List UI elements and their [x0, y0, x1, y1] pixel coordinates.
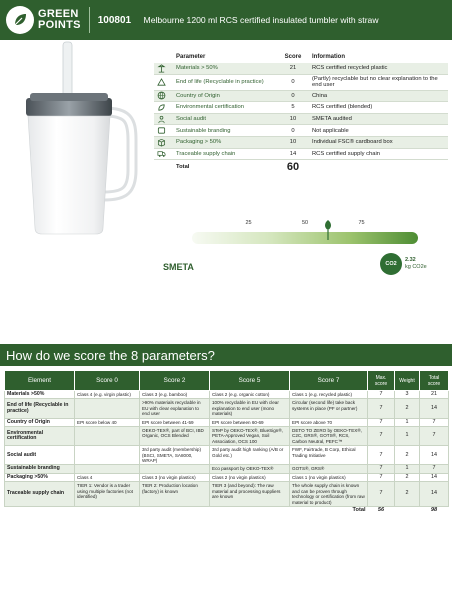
product-code: 100801 — [97, 14, 132, 26]
product-title: Melbourne 1200 ml RCS certified insulated tumbler with straw — [143, 14, 379, 25]
total-score: 60 — [286, 160, 300, 173]
matrix-row: Country of Origin EPI score below 40 EPI score between 41-59 EPI score between 60-69 EPI score above 70 7 1 7 — [5, 418, 449, 426]
col-score-5: Score 5 — [210, 371, 290, 391]
badge-icon — [154, 126, 168, 135]
matrix-header — [5, 371, 449, 391]
matrix-row: Environmental certification OEKO-TEX®, part of BCI, IBD Organic, OCS Blended STeP by OEKO-TEX®, BlueSign®, PETA-Approved Vegan, Soil Association, OCS 100 DETO TO ZERO by OEKO-TEX®, C2C, GRS®, GOTS®, RCS, Carbon Neutral, PEFC™ 7 1 7 — [5, 427, 449, 446]
smeta-logo: SMETA — [163, 262, 194, 272]
scoring-section-title: How do we score the 8 parameters? — [0, 344, 452, 366]
green-points-logo — [6, 6, 81, 34]
score-row-total — [154, 160, 448, 173]
score-row-country: Country of Origin 0 China — [154, 91, 448, 103]
gauge-tick-25: 25 — [245, 220, 252, 226]
col-max-score: Max. score — [368, 371, 395, 391]
product-image — [0, 40, 152, 238]
score-table-header — [154, 50, 448, 63]
co2-icon: CO2 — [380, 253, 402, 275]
globe-icon — [154, 91, 168, 100]
matrix-total-score: 98 — [430, 506, 438, 513]
co2-value: 2.32 — [405, 257, 416, 263]
box-icon — [154, 138, 168, 147]
truck-icon — [154, 149, 168, 158]
col-total-score: Total score — [420, 371, 449, 391]
score-row-packaging: Packaging > 50% 10 Individual FSC® cardboard box — [154, 137, 448, 149]
recycle-icon — [154, 78, 168, 87]
col-score-0: Score 0 — [75, 371, 140, 391]
total-label: Total — [176, 163, 190, 170]
score-gauge — [192, 216, 418, 246]
brand-line-1: GREEN — [38, 8, 79, 20]
score-row-supply-chain: Traceable supply chain 14 RCS certified supply chain — [154, 149, 448, 161]
scoring-matrix — [4, 370, 449, 514]
score-row-end-of-life: End of life (Recyclable in practice) 0 (Partly) recyclable but no clear explanation to the end user — [154, 75, 448, 91]
column-parameter: Parameter — [176, 53, 206, 60]
col-element: Element — [5, 371, 75, 391]
column-information: Information — [312, 53, 345, 60]
col-score-7: Score 7 — [290, 371, 368, 391]
column-score: Score — [284, 53, 302, 60]
leaf-icon — [154, 103, 168, 112]
header-bar — [0, 0, 452, 40]
brand-line-2: POINTS — [38, 19, 81, 31]
score-row-environmental: Environmental certification 5 RCS certified (blended) — [154, 102, 448, 114]
matrix-row: End of life (Recyclable in practice) >90% materials recyclable in EU with clear explanation to end user 100% recyclable in EU with clear explanation to end user (mono materials) Circular (second life) take back systems in place (PF or partner) 7 2 14 — [5, 399, 449, 418]
gauge-tick-75: 75 — [358, 220, 365, 226]
score-row-materials: Materials > 50% 21 RCS certified recycled plastic — [154, 63, 448, 75]
gauge-bar — [192, 232, 418, 244]
score-row-social: Social audit 10 SMETA audited — [154, 114, 448, 126]
matrix-row: Sustainable branding Eco passport by OEKO-TEX® GOTS®, GRS® 7 1 7 — [5, 465, 449, 473]
score-table — [154, 50, 448, 173]
materials-icon — [154, 64, 168, 73]
matrix-row: Social audit 3rd party audit (membership) (BSCI, SMETA, SA8000, WRAP) 3rd party audit high ranking (A/B or Gold etc.) FWF, Fairtrade, B Corp, Ethical Trading Initiative 7 2 14 — [5, 446, 449, 465]
matrix-row: Materials >50% Class 4 (e.g. virgin plastic) Class 3 (e.g. bamboo) Class 2 (e.g. organic cotton) Class 1 (e.g. recycled plastic) 7 3 21 — [5, 391, 449, 399]
col-score-2: Score 2 — [140, 371, 210, 391]
gauge-marker-leaf-icon — [322, 219, 334, 246]
matrix-row: Packaging >50% Class 4 Class 3 (no virgin plastics) Class 2 (no virgin plastics) Class 1 (no virgin plastics) 7 2 14 — [5, 473, 449, 481]
score-row-branding: Sustainable branding 0 Not applicable — [154, 125, 448, 137]
matrix-total-max: 56 — [377, 506, 385, 513]
gauge-tick-50: 50 — [301, 220, 309, 226]
header-divider — [89, 7, 90, 33]
co2-unit: kg CO2e — [405, 264, 427, 270]
matrix-total-label: Total — [352, 506, 366, 513]
co2-badge — [380, 253, 427, 275]
col-weight: Weight — [395, 371, 420, 391]
matrix-total-row — [5, 506, 449, 514]
people-icon — [154, 115, 168, 124]
matrix-row: Traceable supply chain TIER 1: Vendor is a trader using multiple factories (not identified) TIER 2: Production location (factory) is known TIER 3 (and beyond): The raw material and processing suppliers are known The whole supply chain is known and can be proven through technology or certification (from raw material to product) 7 2 14 — [5, 482, 449, 507]
logo-leaf-icon — [6, 6, 34, 34]
